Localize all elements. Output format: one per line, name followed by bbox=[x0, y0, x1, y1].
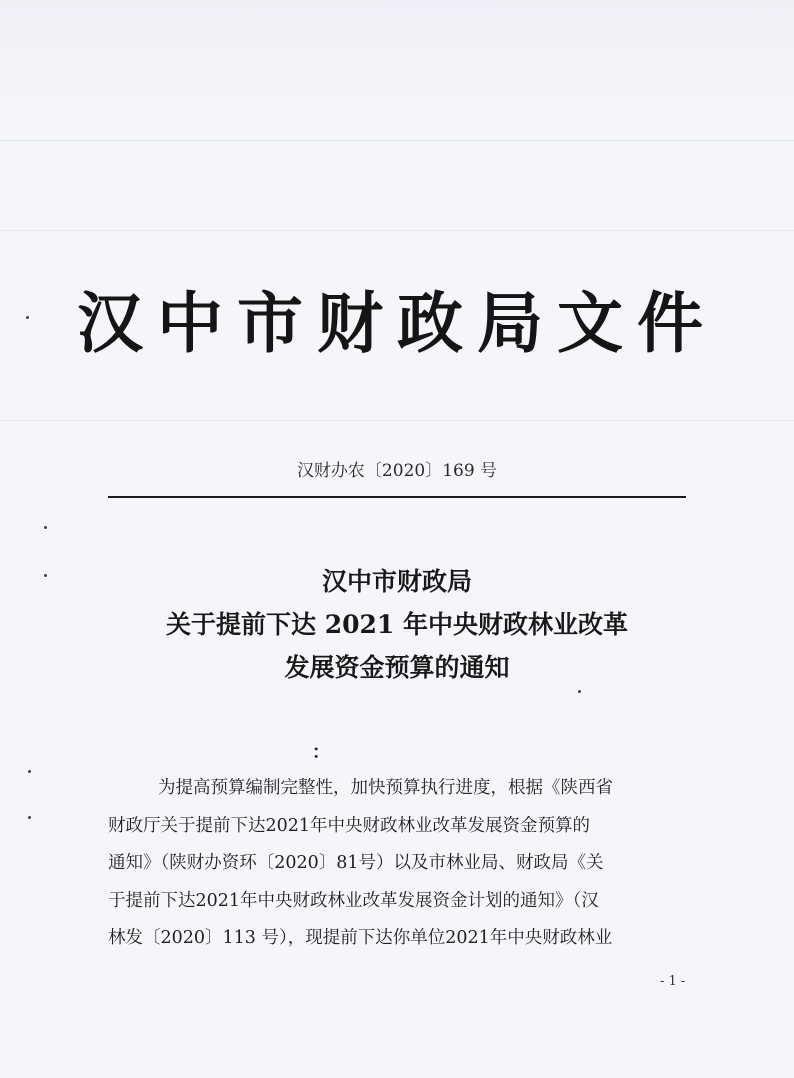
scan-speck bbox=[28, 770, 31, 773]
scan-speck bbox=[578, 690, 581, 693]
addressee: ： bbox=[312, 742, 330, 763]
scan-artifact bbox=[0, 140, 794, 141]
title-line-1: 汉中市财政局 bbox=[321, 567, 472, 596]
body-line-4: 于提前下达2021年中央财政林业改革发展资金计划的通知》（汉 bbox=[108, 890, 599, 911]
scan-speck bbox=[28, 816, 31, 819]
page-number: - 1 - bbox=[660, 974, 686, 989]
title-line-3: 发展资金预算的通知 bbox=[284, 653, 510, 682]
notice-title bbox=[0, 560, 794, 689]
body-line-3: 通知》（陕财办资环〔2020〕81号）以及市林业局、财政局《关 bbox=[108, 853, 604, 873]
body-paragraph bbox=[108, 770, 688, 958]
scan-artifact bbox=[0, 420, 794, 421]
title-line-2: 关于提前下达 2021 年中央财政林业改革 bbox=[166, 610, 628, 639]
scan-artifact bbox=[0, 230, 794, 231]
body-line-5: 林发〔2020〕113 号），现提前下达你单位2021年中央财政林业 bbox=[108, 928, 613, 948]
body-line-2: 财政厅关于提前下达2021年中央财政林业改革发展资金预算的 bbox=[108, 815, 591, 836]
document-number: 汉财办农〔2020〕169 号 bbox=[296, 461, 498, 481]
scan-speck bbox=[44, 526, 47, 529]
body-line-1: 为提高预算编制完整性，加快预算执行进度，根据《陕西省 bbox=[158, 778, 613, 798]
header-divider bbox=[108, 496, 686, 498]
document-header-title: 汉中市财政局文件 bbox=[77, 284, 717, 362]
